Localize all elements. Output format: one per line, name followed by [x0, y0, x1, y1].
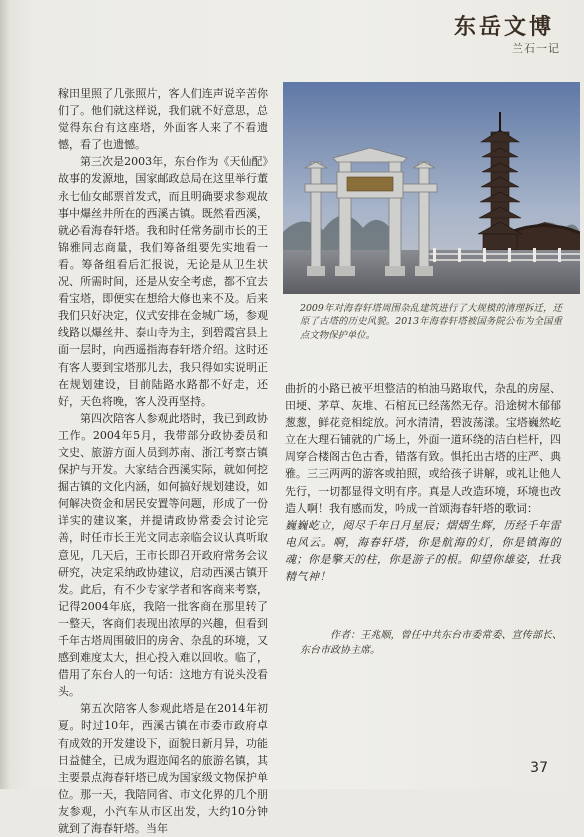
- page-binding-shadow: [0, 0, 10, 789]
- paragraph: 稼田里照了几张照片，客人们连声说辛苦你们了。他们就这样说，我们就不好意思，总觉得东台有这座塔，外面客人来了不看遗憾，看了也遗憾。: [58, 87, 268, 152]
- left-text-column: [58, 85, 268, 837]
- paragraph: 第三次是2003年，东台作为《天仙配》故事的发源地，国家邮政总局在这里举行董永七仙女邮票首发式，而且明确要求参观故事中爆丝井所在的西溪古镇。既然看西溪，就必看海春轩塔。我和时任常务副市长的王锦雅同志商量，我们筹备组要先实地看一看。筹备组看后汇报说，无论是从卫生状况、所需时间，还是从安全考虑，都不宜去看宝塔，即便实在想给大修也来不及。后来我们只好决定，仪式安排在金城广场，参观线路以爆丝井、泰山寺为主，到碧霞宫县上面一层时，向西遥指海春轩塔介绍。这时还有客人要到宝塔那儿去，我只得如实说明正在规划建设，目前陆路水路都不好走，还好，天色将晚，客人没再坚持。: [58, 155, 268, 408]
- brand-title: 东岳文博: [453, 14, 554, 40]
- column-brand: [434, 4, 564, 59]
- right-text-column: [285, 380, 561, 585]
- photo-caption: 2009年对海春轩塔周围杂乱建筑进行了大规模的清理拆迁，还原了古塔的历史风貌。2013年海春轩塔被国务院公布为全国重点文物保护单位。: [300, 303, 562, 341]
- paragraph: 第五次陪客人参观此塔是在2014年初夏。时过10年，西溪古镇在市委市政府卓有成效的开发建设下，面貌日新月异，功能日益健全，已成为遐迩闻名的旅游名镇，其主要景点海春轩塔已成为国家级文物保护单位。那一天，我陪同省、市文化界的几个朋友参观，小汽车从市区出发，大约10分钟就到了海春轩塔。当年: [58, 702, 268, 836]
- author-note: 作者：王兆顺，曾任中共东台市委常委、宣传部长、东台市政协主席。: [300, 630, 562, 656]
- pagoda-photo: [283, 82, 580, 294]
- paragraph: 曲折的小路已被平坦整洁的柏油马路取代，杂乱的房屋、田埂、茅草、灰堆、石棺瓦已经荡然无存。沿途树木郁郁葱葱，鲜花竞相绽放。河水清清，碧波荡漾。宝塔巍然屹立在大理石铺就的广场上，外面一道环绕的洁白栏杆，四周穿合楼阁古色古香，错落有致。惧托出古塔的庄严、典雅。三三两两的游客或拍照，或给孩子讲解，或礼让他人先行，一切都显得文明有序。真是人改造环境，环境也改造人啊！我有感而发，吟成一首颂海春轩塔的歌词：: [285, 382, 561, 515]
- paragraph: 第四次陪客人参观此塔时，我已到政协工作。2004年5月，我带部分政协委员和文史、旅游方面人员到苏南、浙江考察古镇保护与开发。大家结合西溪实际，就如何挖掘古镇的文化内涵，如何搞好规划建设，如何解决资金和居民安置等问题，形成了一份详实的建议案，并提请政协常委会讨论完善，时任市长王光文同志亲临会议认真听取意见，几天后，王市长即召开政府常务会议研究，决定采纳政协建议，启动西溪古镇开发。此后，有不少专家学者和客商来考察，记得2004年底，我陪一批客商在那里转了一整天，客商们表现出浓厚的兴趣，但看到千年古塔周围破旧的房舍、杂乱的环境，又感到难度太大，担心投入难以回收。临了，借用了东台人的一句话：这地方有说头没看头。: [58, 411, 268, 699]
- brand-subtitle: 兰石一记: [512, 42, 560, 55]
- song-lyrics: 巍巍屹立，阅尽千年日月星辰；熠熠生辉，历经千年雷电风云。啊，海春轩塔，你是航海的灯，你是镇海的魂；你是擎天的柱，你是游子的根。仰望你雄姿，壮我精气神！: [285, 518, 561, 584]
- page-number: 37: [530, 760, 548, 776]
